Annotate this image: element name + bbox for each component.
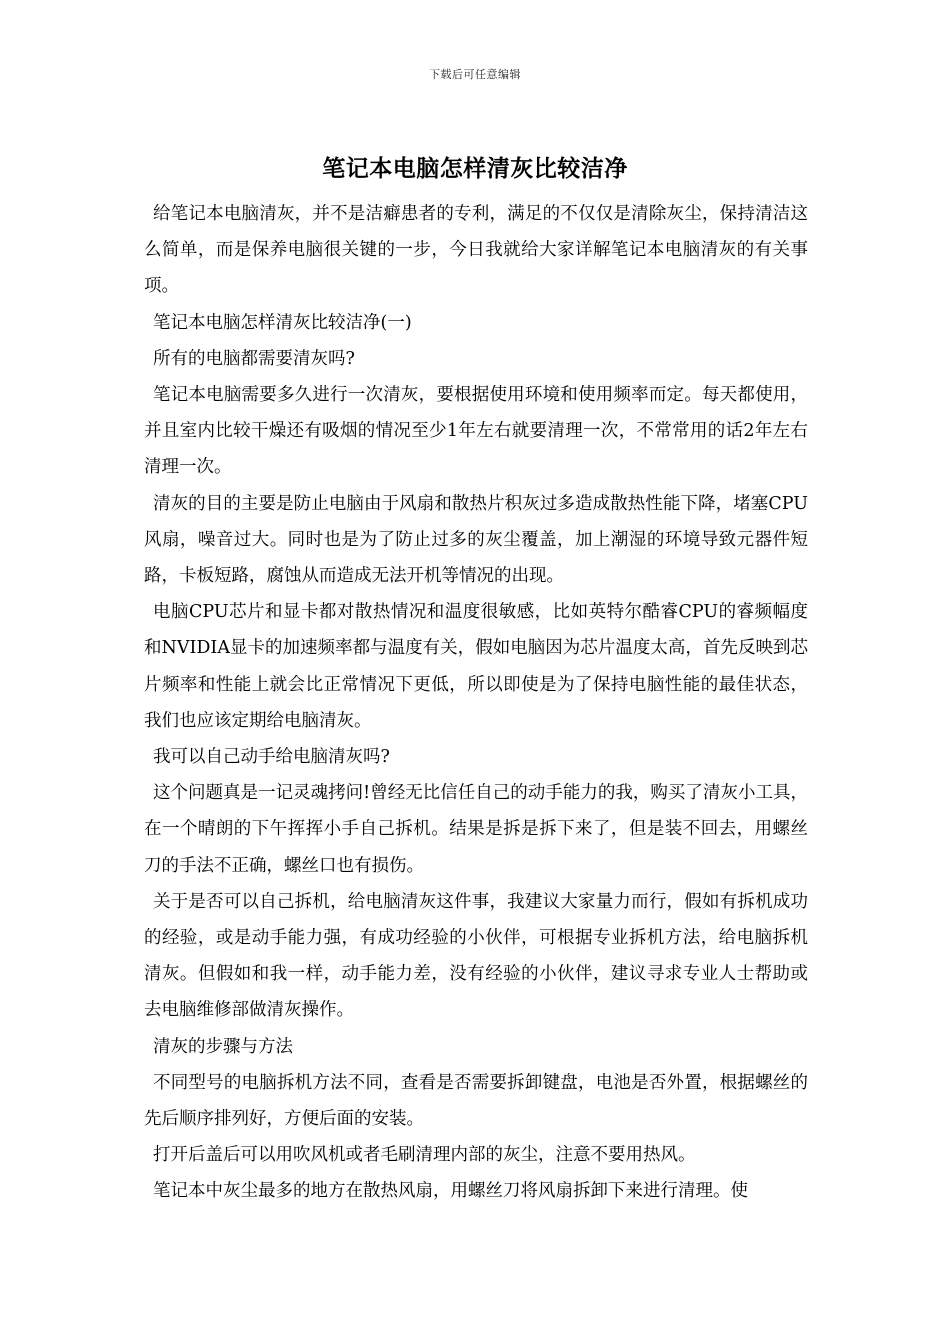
document-title: 笔记本电脑怎样清灰比较洁净 xyxy=(322,156,628,182)
section-heading-1: 笔记本电脑怎样清灰比较洁净(一) xyxy=(153,312,412,333)
body-paragraph: 这个问题真是一记灵魂拷问!曾经无比信任自己的动手能力的我，购买了清灰小工具，在一个晴朗的下午挥挥小手自己拆机。结果是拆是拆下来了，但是装不回去，用螺丝刀的手法不正确，螺丝口也有损伤。 xyxy=(144,783,808,876)
body-paragraph: 笔记本电脑需要多久进行一次清灰，要根据使用环境和使用频率而定。每天都使用，并且室内比较干燥还有吸烟的情况至少1年左右就要清理一次，不常常用的话2年左右清理一次。 xyxy=(144,385,808,478)
question-heading-1: 所有的电脑都需要清灰吗? xyxy=(153,348,355,369)
intro-paragraph: 给笔记本电脑清灰，并不是洁癖患者的专利，满足的不仅仅是清除灰尘，保持清洁这么简单，而是保养电脑很关键的一步，今日我就给大家详解笔记本电脑清灰的有关事项。 xyxy=(144,204,808,297)
body-paragraph: 清灰的目的主要是防止电脑由于风扇和散热片积灰过多造成散热性能下降，堵塞CPU风扇，噪音过大。同时也是为了防止过多的灰尘覆盖，加上潮湿的环境导致元器件短路，卡板短路，腐蚀从而造成无法开机等情况的出现。 xyxy=(144,493,808,587)
body-paragraph: 不同型号的电脑拆机方法不同，查看是否需要拆卸键盘，电池是否外置，根据螺丝的先后顺序排列好，方便后面的安装。 xyxy=(144,1072,808,1130)
document-body xyxy=(144,196,808,1210)
question-heading-2: 我可以自己动手给电脑清灰吗? xyxy=(153,747,390,768)
steps-heading: 清灰的步骤与方法 xyxy=(153,1036,293,1057)
body-paragraph: 电脑CPU芯片和显卡都对散热情况和温度很敏感，比如英特尔酷睿CPU的睿频幅度和NVIDIA显卡的加速频率都与温度有关，假如电脑因为芯片温度太高，首先反映到芯片频率和性能上就会比正常情况下更低，所以即使是为了保持电脑性能的最佳状态，我们也应该定期给电脑清灰。 xyxy=(144,602,808,731)
header-note: 下载后可任意编辑 xyxy=(429,68,521,81)
body-paragraph: 笔记本中灰尘最多的地方在散热风扇，用螺丝刀将风扇拆卸下来进行清理。使 xyxy=(153,1181,748,1202)
body-paragraph: 打开后盖后可以用吹风机或者毛刷清理内部的灰尘，注意不要用热风。 xyxy=(153,1145,696,1166)
body-paragraph: 关于是否可以自己拆机，给电脑清灰这件事，我建议大家量力而行，假如有拆机成功的经验，或是动手能力强，有成功经验的小伙伴，可根据专业拆机方法，给电脑拆机清灰。但假如和我一样，动手能力差，没有经验的小伙伴，建议寻求专业人士帮助或去电脑维修部做清灰操作。 xyxy=(144,891,808,1021)
